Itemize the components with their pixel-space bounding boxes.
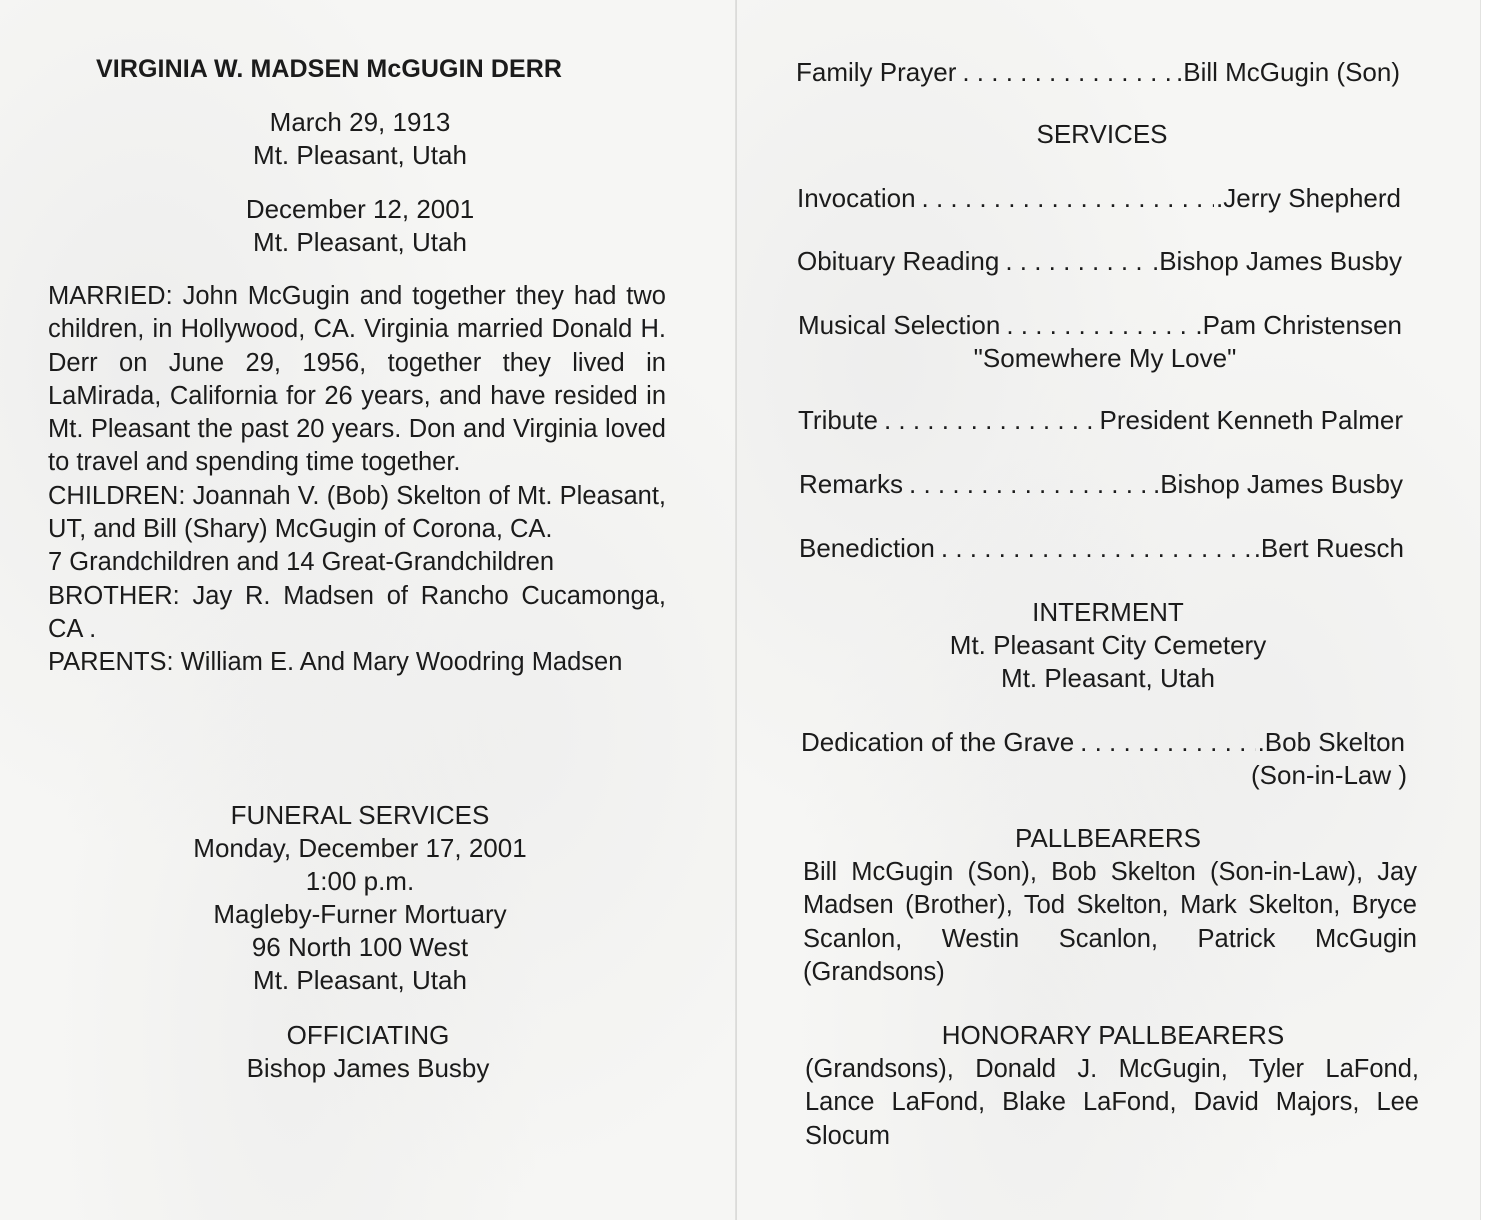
program-label: Invocation [797,183,916,213]
honorary-list: (Grandsons), Donald J. McGugin, Tyler LaFond, Lance LaFond, Blake LaFond, David Majors, Lee Slocum [805,1055,1419,1150]
funeral-services [110,799,610,997]
left-page [0,0,736,1220]
program-name: .Bill McGugin (Son) [1176,57,1400,87]
married-paragraph: MARRIED: John McGugin and together they had two children, in Hollywood, CA. Virginia married Donald H. Derr on June 29, 1956, together they lived in LaMirada, California for 26 years, and have resided in Mt. Pleasant the past 20 years. Don and Virginia loved to travel and spending time together. [48,282,666,477]
program-row [799,532,1404,565]
leader-dots [1080,726,1255,759]
funeral-city: Mt. Pleasant, Utah [253,965,467,995]
deceased-name: VIRGINIA W. MADSEN McGUGIN DERR [96,55,563,83]
program-name: .Bob Skelton [1257,727,1405,757]
dedication-relation: (Son-in-Law ) [1251,760,1408,790]
leader-dots [909,468,1151,501]
leader-dots [941,532,1252,565]
officiating-name: Bishop James Busby [246,1053,490,1083]
right-page [737,0,1481,1220]
officiating [118,1019,618,1085]
funeral-venue: Magleby-Furner Mortuary [213,899,507,929]
song-title: "Somewhere My Love" [973,343,1237,373]
leader-dots [962,56,1174,89]
leader-dots [922,182,1214,215]
paper-edge [1480,0,1489,1220]
death-date: December 12, 2001 [245,194,475,224]
family-prayer-row [796,56,1400,89]
funeral-time: 1:00 p.m. [305,866,415,896]
funeral-date: Monday, December 17, 2001 [193,833,527,863]
leader-dots [1006,309,1193,342]
program-label: Tribute [798,405,878,435]
brother-paragraph: BROTHER: Jay R. Madsen of Rancho Cucamonga, CA . [48,581,666,643]
birth-place: Mt. Pleasant, Utah [253,140,467,170]
officiating-heading: OFFICIATING [286,1020,450,1050]
parents-paragraph: PARENTS: William E. And Mary Woodring Madsen [48,648,623,677]
interment-heading: INTERMENT [1032,597,1184,627]
grandchildren-line: 7 Grandchildren and 14 Great-Grandchildren [48,548,555,577]
death-info [160,193,560,259]
birth-date: March 29, 1913 [269,107,451,137]
program-row [798,309,1402,342]
program-row [797,245,1402,278]
cemetery-city: Mt. Pleasant, Utah [1001,663,1215,693]
program-label: Family Prayer [796,57,957,87]
program-name: .Jerry Shepherd [1216,183,1401,213]
obituary-text [48,280,666,680]
death-place: Mt. Pleasant, Utah [253,227,467,257]
funeral-heading: FUNERAL SERVICES [230,800,490,830]
children-paragraph: CHILDREN: Joannah V. (Bob) Skelton of Mt. Pleasant, UT, and Bill (Shary) McGugin of Corona, CA. [48,481,666,544]
program-row [799,468,1403,501]
program-label: Musical Selection [798,310,1001,340]
program-row [798,404,1403,437]
dedication-row [801,726,1405,759]
services-heading: SERVICES [1036,119,1168,149]
program-row [797,182,1401,215]
funeral-address: 96 North 100 West [251,932,469,962]
pallbearers-heading: PALLBEARERS [1015,823,1201,853]
program-name: .Bishop James Busby [1151,246,1402,276]
birth-info [160,106,560,172]
program-label: Dedication of the Grave [801,727,1075,757]
cemetery-name: Mt. Pleasant City Cemetery [949,630,1267,660]
program-label: Remarks [799,469,904,499]
program-name: .Pam Christensen [1195,310,1402,340]
interment [858,596,1358,695]
leader-dots [884,404,1098,437]
pallbearers-list: Bill McGugin (Son), Bob Skelton (Son-in-Law), Jay Madsen (Brother), Tod Skelton, Mark Skelton, Bryce Scanlon, Westin Scanlon, Patrick McGugin (Grandsons) [803,858,1417,986]
program-label: Benediction [799,533,935,563]
program-name: President Kenneth Palmer [1099,405,1403,435]
program-label: Obituary Reading [797,246,1000,276]
program-name: .Bert Ruesch [1253,533,1404,563]
leader-dots [1005,245,1150,278]
honorary-heading: HONORARY PALLBEARERS [941,1020,1285,1050]
program-name: .Bishop James Busby [1152,469,1403,499]
